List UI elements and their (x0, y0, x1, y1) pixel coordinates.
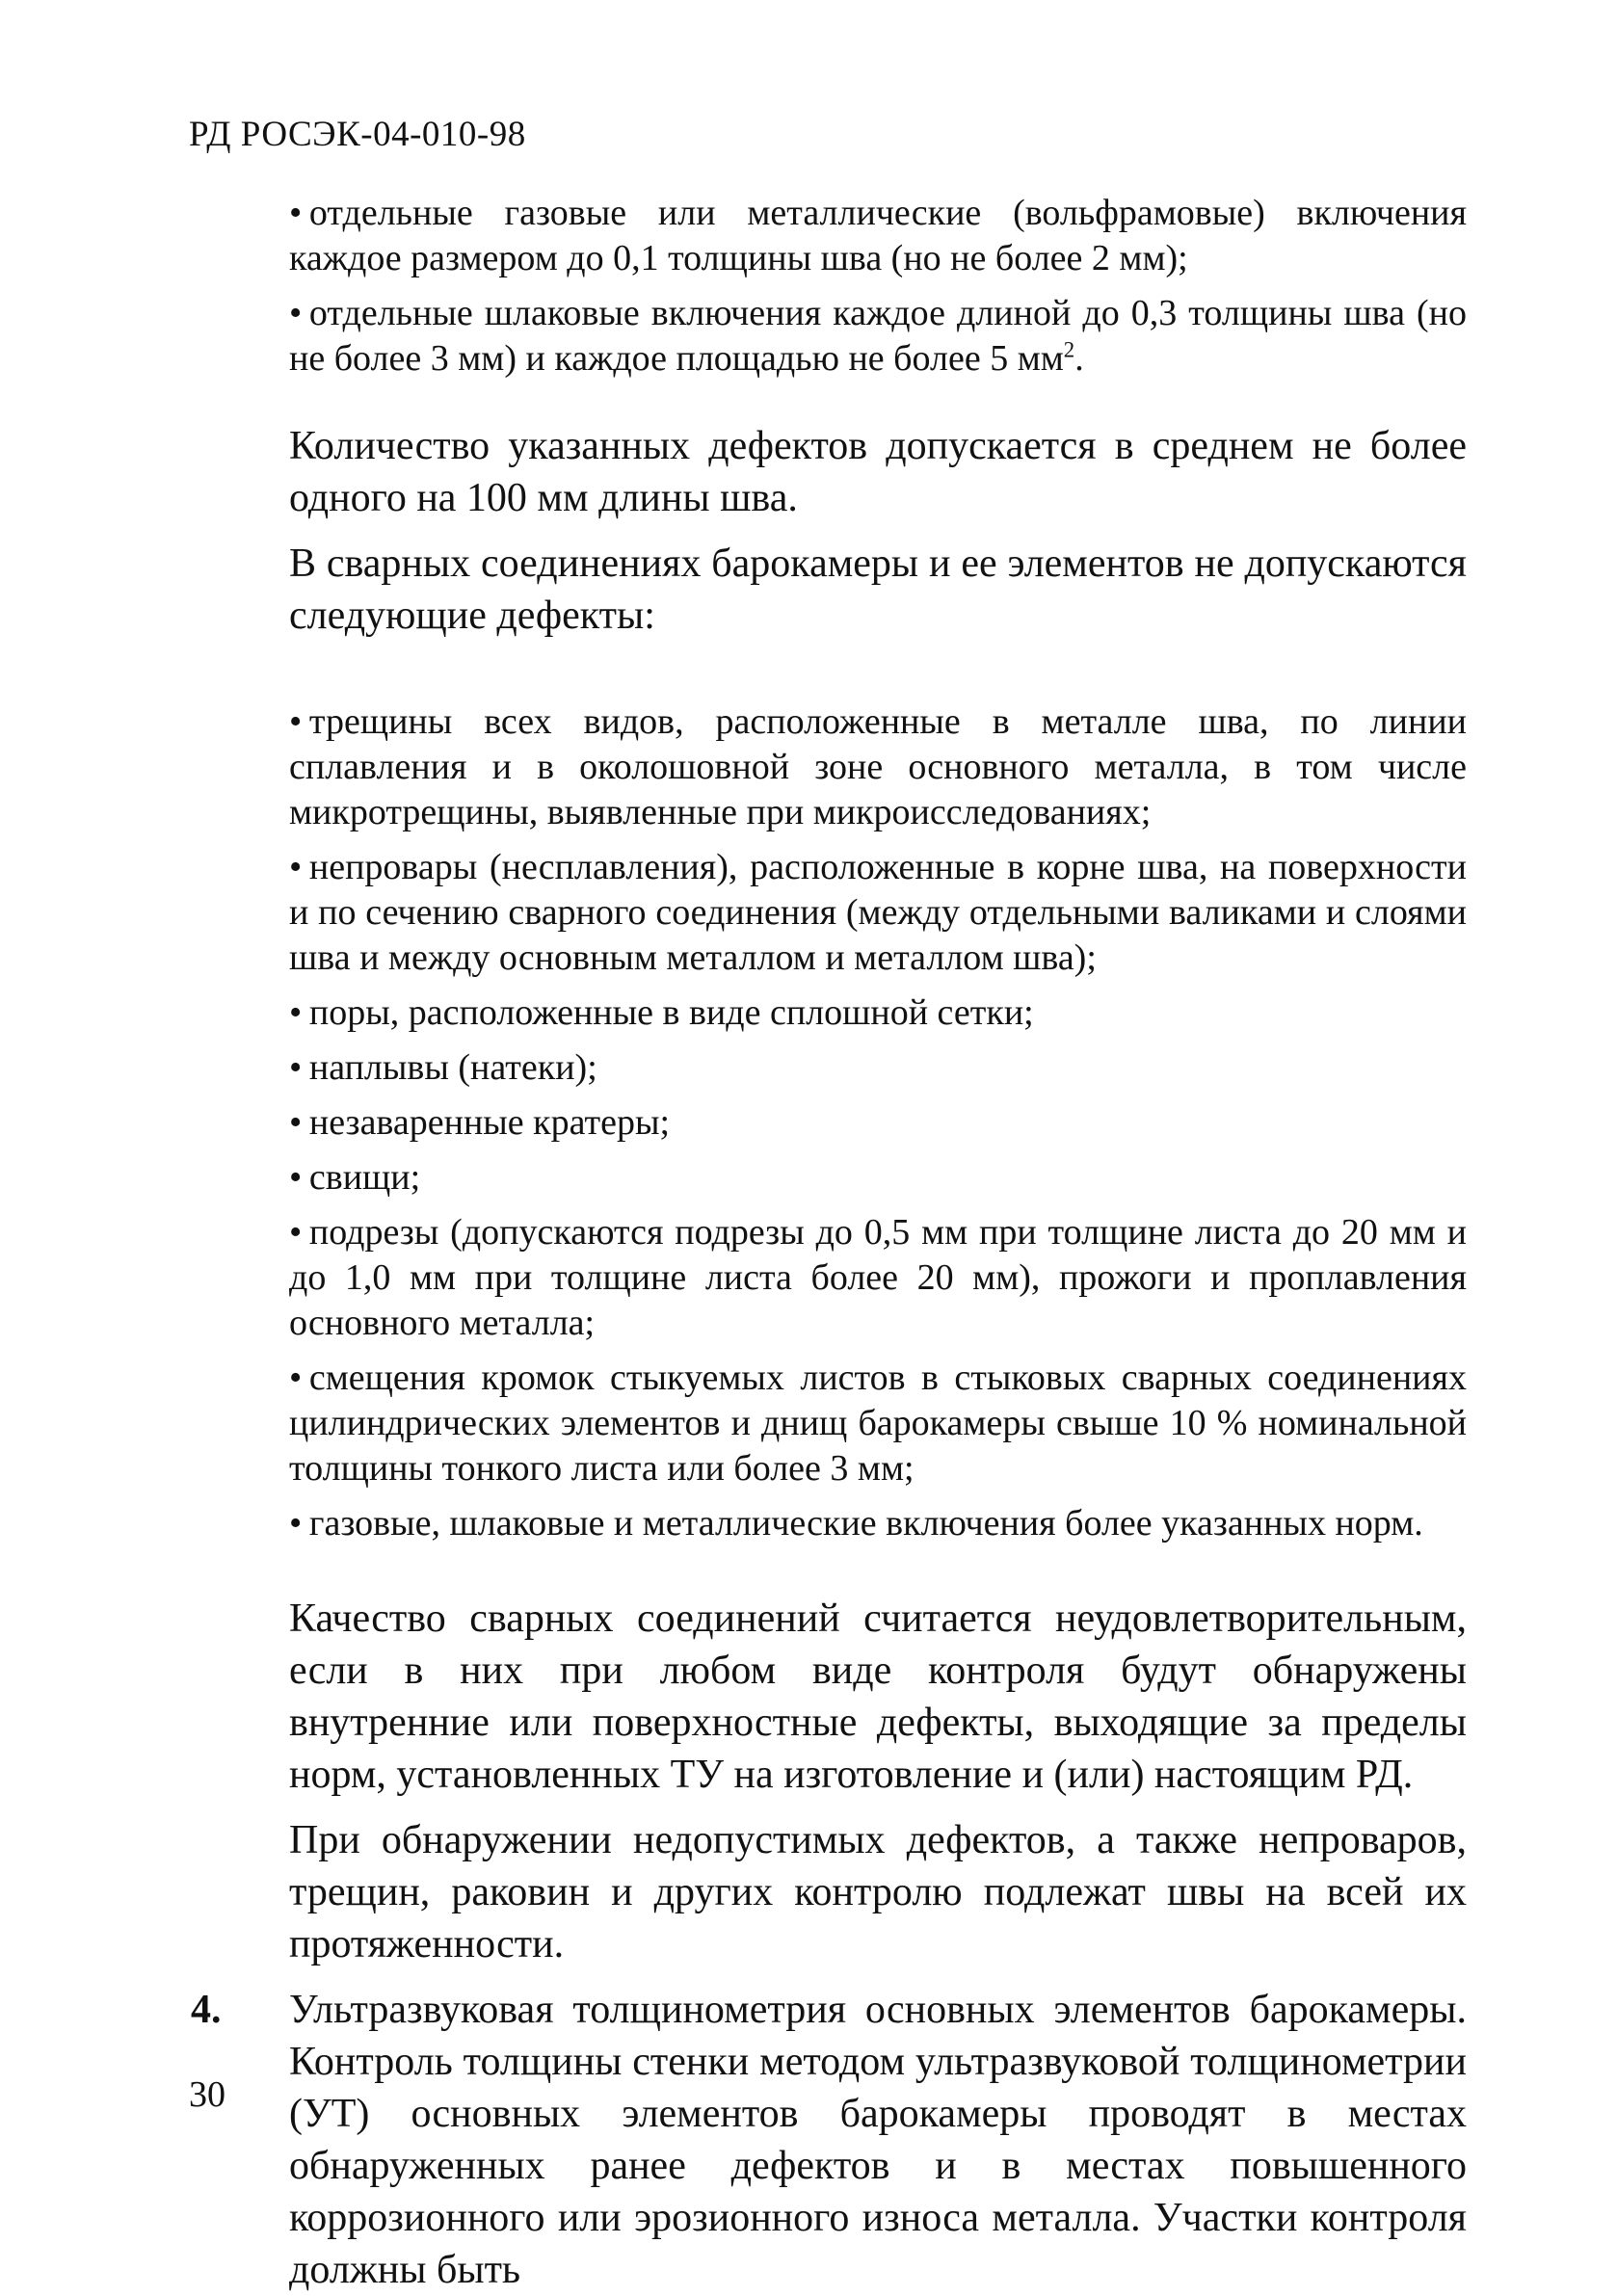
list-item (289, 1356, 1467, 1491)
list-item (289, 1210, 1467, 1346)
list-item-text: трещины всех видов, расположенные в металле шва, по линии сплавления и в околошовной зоне основного металла, в том числе микротрещины, выявленные при микроисследованиях; (289, 701, 1467, 832)
bullet-icon: • (289, 992, 303, 1033)
list-item-text: отдельные шлаковые включения каждое длиной до 0,3 толщины шва (но не более 3 мм) и каждое площадью не более 5 мм (289, 293, 1467, 379)
list-item (289, 845, 1467, 981)
list-item-text: смещения кромок стыкуемых листов в стыковых сварных соединениях цилиндрических элементов и днищ барокамеры свыше 10 % номинальной толщины тонкого листа или более 3 мм; (289, 1358, 1467, 1489)
bullet-icon: • (289, 193, 303, 233)
list-item-text: свищи; (308, 1157, 421, 1198)
defects-list (289, 699, 1467, 1546)
list-item (289, 1155, 1467, 1201)
list-item-text: газовые, шлаковые и металлические включения более указанных норм. (308, 1503, 1423, 1544)
bullet-icon: • (289, 293, 303, 333)
list-item-text: подрезы (допускаются подрезы до 0,5 мм при толщине листа до 20 мм и до 1,0 мм при толщине листа более 20 мм), прожоги и проплавления основного металла; (289, 1212, 1467, 1343)
list-item-text: непровары (несплавления), расположенные в корне шва, на поверхности и по сечению сварного соединения (между отдельными валиками и слоями шва и между основным металлом и металлом шва); (289, 847, 1467, 978)
list-item (289, 191, 1467, 281)
inclusions-list (289, 191, 1467, 382)
paragraph-not-allowed-intro: В сварных соединениях барокамеры и ее элементов не допускаются следующие дефекты: (289, 541, 1467, 638)
bullet-icon: • (289, 1212, 303, 1253)
section-number: 4. (191, 1988, 222, 2032)
list-item-text: отдельные газовые или металлические (вольфрамовые) включения каждое размером до 0,1 толщины шва (но не более 2 мм); (289, 193, 1467, 278)
list-item (289, 1045, 1467, 1091)
paragraph-quality: Качество сварных соединений считается неудовлетворительным, если в них при любом виде контроля будут обнаружены внутренние или поверхностные дефекты, выходящие за пределы норм, установленных ТУ на изготовление и (или) настоящим РД. (289, 1597, 1467, 1797)
list-item (289, 1501, 1467, 1546)
paragraph-detection: При обнаружении недопустимых дефектов, а также непроваров, трещин, раковин и других контролю подлежат швы на всей их протяженности. (289, 1818, 1467, 1966)
page-number: 30 (189, 2074, 225, 2115)
bullet-icon: • (289, 1157, 303, 1198)
paragraph-defect-count: Количество указанных дефектов допускается в среднем не более одного на 100 мм длины шва. (289, 424, 1467, 520)
list-item-text: наплывы (натеки); (308, 1047, 597, 1088)
section-text: Ультразвуковая толщинометрия основных элементов барокамеры. Контроль толщины стенки методом ультразвуковой толщинометрии (УТ) основных элементов барокамеры проводят в местах обнаруженных ранее дефектов и в местах повышенного коррозионного или эрозионного износа металла. Участки контроля должны быть (289, 1988, 1467, 2292)
bullet-icon: • (289, 1358, 303, 1398)
list-item-text: поры, расположенные в виде сплошной сетки; (308, 992, 1034, 1033)
superscript: 2 (1063, 337, 1075, 362)
bullet-icon: • (289, 1503, 303, 1544)
list-item-text: незаваренные кратеры; (308, 1102, 671, 1143)
document-code-header: РД РОСЭК-04-010-98 (189, 115, 526, 154)
list-item (289, 990, 1467, 1036)
bullet-icon: • (289, 1047, 303, 1088)
bullet-icon: • (289, 1102, 303, 1143)
list-item (289, 291, 1467, 382)
bullet-icon: • (289, 701, 303, 742)
list-item-tail: . (1074, 338, 1084, 379)
list-item (289, 699, 1467, 835)
list-item (289, 1100, 1467, 1146)
bullet-icon: • (289, 847, 303, 887)
